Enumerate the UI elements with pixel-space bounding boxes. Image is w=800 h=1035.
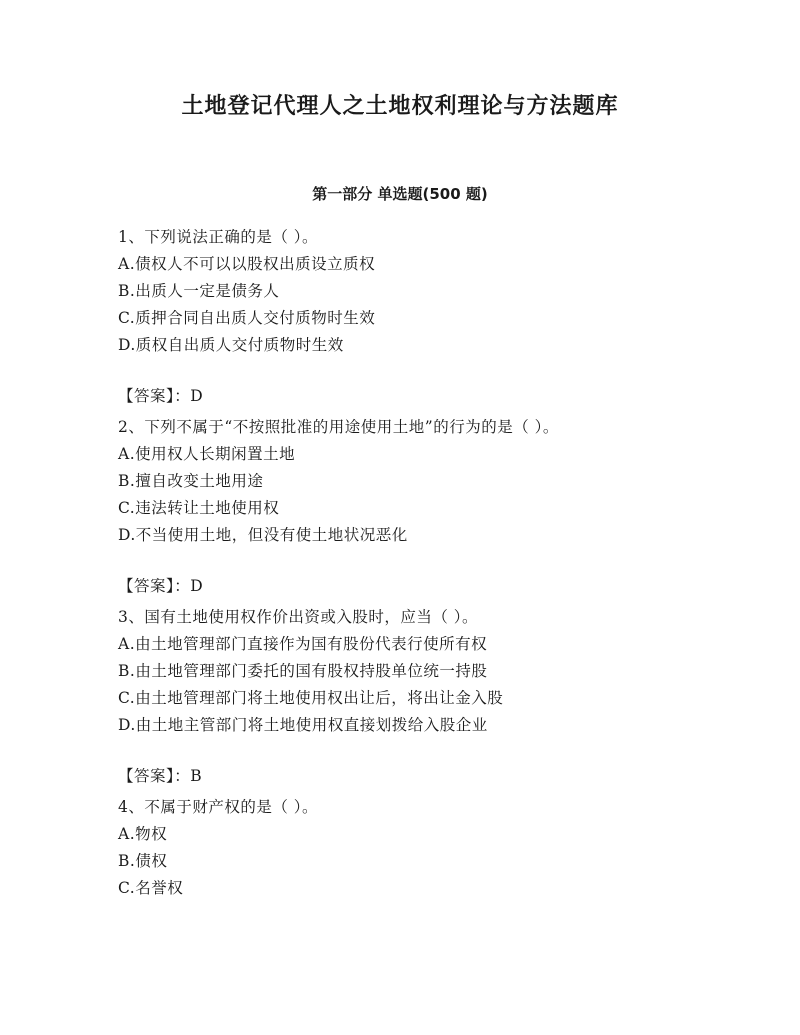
option-a: A.由土地管理部门直接作为国有股份代表行使所有权 [118,635,488,653]
option-d: D.由土地主管部门将土地使用权直接划拨给入股企业 [118,716,488,734]
answer-label: 【答案】： [118,577,191,595]
answer-line [118,573,758,600]
question-stem: 3、国有土地使用权作价出资或入股时，应当（ ）。 [118,608,479,626]
section-title: 第一部分 单选题(500 题) [312,185,488,203]
option-c: C.由土地管理部门将土地使用权出让后，将出让金入股 [118,689,504,707]
option-a: A.债权人不可以以股权出质设立质权 [118,255,376,273]
page-title: 土地登记代理人之土地权利理论与方法题库 [181,94,619,119]
answer-line [118,383,758,410]
option-b: B.由土地管理部门委托的国有股权持股单位统一持股 [118,662,488,680]
answer-label: 【答案】： [118,767,191,785]
option-d: D.不当使用土地，但没有使土地状况恶化 [118,526,408,544]
option-d: D.质权自出质人交付质物时生效 [118,336,344,354]
answer-value: D [190,387,204,405]
question-2 [118,414,758,600]
question-stem: 2、下列不属于“不按照批准的用途使用土地”的行为的是（ ）。 [118,418,559,436]
answer-value: B [190,767,203,785]
answer-line [118,763,758,790]
option-b: B.债权 [118,852,168,870]
option-list [118,631,758,739]
option-a: A.物权 [118,825,168,843]
answer-label: 【答案】： [118,387,191,405]
question-4 [118,794,758,902]
option-b: B.出质人一定是债务人 [118,282,280,300]
option-b: B.擅自改变土地用途 [118,472,264,490]
option-list [118,441,758,549]
option-a: A.使用权人长期闲置土地 [118,445,296,463]
question-stem: 4、不属于财产权的是（ ）。 [118,798,319,816]
option-c: C.违法转让土地使用权 [118,499,280,517]
option-list [118,251,758,359]
option-c: C.质押合同自出质人交付质物时生效 [118,309,376,327]
answer-value: D [190,577,204,595]
option-list [118,821,758,902]
option-c: C.名誉权 [118,879,184,897]
question-1 [118,224,758,410]
question-stem: 1、下列说法正确的是（ ）。 [118,228,319,246]
question-3 [118,604,758,790]
question-list [118,224,758,902]
